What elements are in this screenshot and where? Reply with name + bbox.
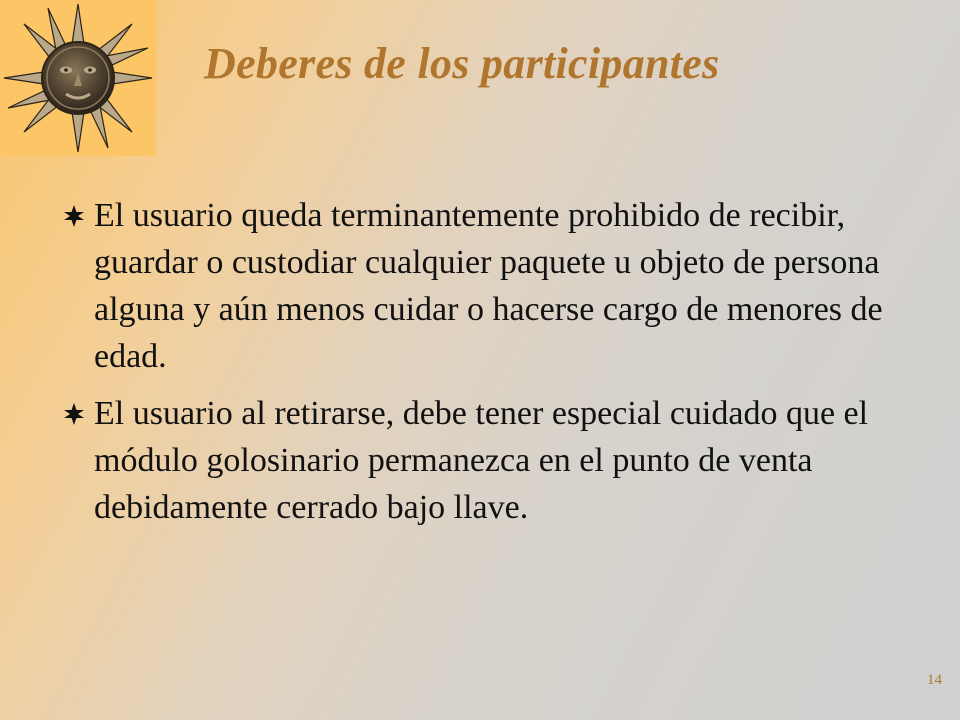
bullet-list: [60, 192, 920, 541]
bullet-text: El usuario queda terminantemente prohibido de recibir, guardar o custodiar cualquier paquete u objeto de persona alguna y aún menos cuidar o hacerse cargo de menores de edad.: [94, 197, 883, 375]
sun-face-icon: [0, 0, 156, 156]
six-point-star-icon: [60, 400, 88, 428]
page-number: 14: [927, 672, 942, 688]
six-point-star-icon: [60, 202, 88, 230]
sun-logo: [0, 0, 156, 156]
bullet-item: [60, 390, 920, 531]
bullet-text: El usuario al retirarse, debe tener especial cuidado que el módulo golosinario permanezca en el punto de venta debidamente cerrado bajo llave.: [94, 395, 869, 526]
slide-title: Deberes de los participantes: [204, 39, 720, 88]
bullet-item: [60, 192, 920, 380]
